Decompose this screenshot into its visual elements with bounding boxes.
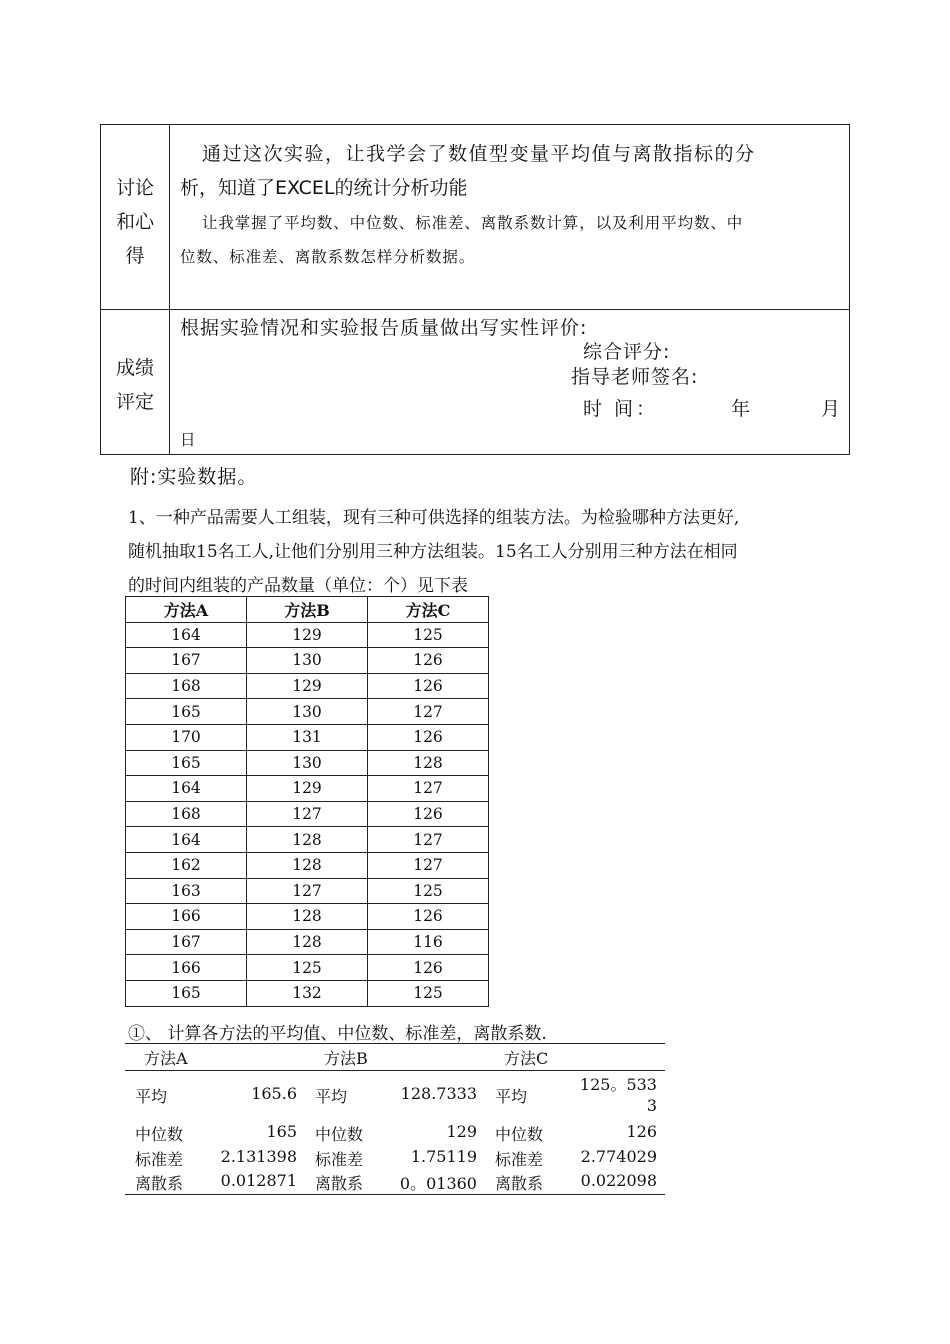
table-row [126, 827, 489, 853]
header-rule [125, 1070, 665, 1071]
table-row [126, 673, 489, 699]
stat-value: 125。533 [579, 1075, 657, 1094]
table-row [126, 699, 489, 725]
table-cell: 126 [368, 724, 489, 750]
stat-label: 中位数 [495, 1125, 544, 1144]
table-cell: 127 [368, 852, 489, 878]
table-cell: 167 [126, 929, 247, 955]
table-cell: 129 [247, 673, 368, 699]
discussion-label [101, 171, 169, 273]
table-cell: 125 [368, 980, 489, 1006]
table-cell: 128 [247, 904, 368, 930]
grading-instruction: 根据实验情况和实验报告质量做出写实性评价: [180, 317, 588, 339]
top-rule [125, 1043, 665, 1044]
label-line: 得 [125, 245, 145, 267]
table-cell: 126 [368, 904, 489, 930]
table-row [126, 776, 489, 802]
table-cell: 116 [368, 929, 489, 955]
table-cell: 165 [126, 699, 247, 725]
table-row [126, 648, 489, 674]
header-method-c: 方法C [368, 597, 489, 623]
discussion-text-line: 位数、标准差、离散系数怎样分析数据。 [180, 248, 476, 266]
stat-value: 128.7333 [400, 1084, 477, 1103]
table-row [126, 980, 489, 1006]
stat-value: 1.75119 [410, 1147, 477, 1166]
table-cell: 129 [247, 622, 368, 648]
header-method-b: 方法B [247, 597, 368, 623]
table-row [126, 622, 489, 648]
table-cell: 130 [247, 750, 368, 776]
table-cell: 130 [247, 648, 368, 674]
stat-value: 0.022098 [580, 1171, 657, 1190]
table-row [126, 955, 489, 981]
table-row [126, 852, 489, 878]
stat-label: 中位数 [135, 1125, 184, 1144]
stat-value: 0.012871 [220, 1171, 297, 1190]
table-row [126, 929, 489, 955]
table-row [126, 801, 489, 827]
stats-header-method-c: 方法C [504, 1049, 549, 1068]
bottom-rule [125, 1194, 665, 1195]
table-cell: 166 [126, 955, 247, 981]
table-cell: 163 [126, 878, 247, 904]
problem-text-line: 随机抽取15名工人,让他们分别用三种方法组装。15名工人分别用三种方法在相同 [128, 542, 738, 562]
table-cell: 167 [126, 648, 247, 674]
table-cell: 125 [368, 878, 489, 904]
table-cell: 126 [368, 955, 489, 981]
table-cell: 127 [368, 776, 489, 802]
stat-value: 126 [626, 1122, 657, 1141]
table-cell: 128 [247, 852, 368, 878]
table-cell: 127 [368, 827, 489, 853]
column-divider [169, 125, 170, 454]
table-row [126, 750, 489, 776]
table-cell: 166 [126, 904, 247, 930]
table-cell: 129 [247, 776, 368, 802]
label-line: 成绩 [115, 357, 154, 379]
table-cell: 132 [247, 980, 368, 1006]
table-cell: 165 [126, 750, 247, 776]
stat-value: 2.774029 [580, 1147, 657, 1166]
stat-value: 165.6 [251, 1084, 297, 1103]
table-cell: 126 [368, 673, 489, 699]
stat-label: 标准差 [135, 1150, 184, 1169]
table-row [126, 904, 489, 930]
assembly-data-table [125, 596, 489, 1007]
stat-label: 离散系 [315, 1174, 364, 1193]
table-cell: 164 [126, 827, 247, 853]
table-cell: 165 [126, 980, 247, 1006]
month-label: 月 [821, 398, 841, 420]
table-cell: 164 [126, 622, 247, 648]
stat-label: 离散系 [495, 1174, 544, 1193]
day-label: 日 [180, 431, 196, 449]
row-divider [101, 309, 849, 310]
stat-label: 标准差 [315, 1150, 364, 1169]
stat-value: 2.131398 [220, 1147, 297, 1166]
table-cell: 127 [247, 801, 368, 827]
label-line: 和心 [115, 211, 154, 233]
table-cell: 131 [247, 724, 368, 750]
grading-label [101, 351, 169, 419]
stats-header-method-b: 方法B [324, 1049, 368, 1068]
header-method-a: 方法A [126, 597, 247, 623]
table-cell: 128 [368, 750, 489, 776]
stat-label: 平均 [315, 1087, 348, 1106]
problem-text-line: 1、一种产品需要人工组装，现有三种可供选择的组装方法。为检验哪种方法更好, [128, 508, 740, 528]
discussion-text-line: 通过这次实验，让我学会了数值型变量平均值与离散指标的分 [202, 143, 756, 165]
stat-label: 标准差 [495, 1150, 544, 1169]
stat-label: 中位数 [315, 1125, 364, 1144]
stat-value: 0。01360 [399, 1174, 477, 1193]
table-cell: 164 [126, 776, 247, 802]
stat-value: 3 [646, 1096, 657, 1115]
question-text: ①、 计算各方法的平均值、中位数、标准差，离散系数. [128, 1024, 547, 1044]
table-cell: 126 [368, 801, 489, 827]
teacher-signature-label: 指导老师签名: [571, 366, 699, 388]
table-cell: 127 [368, 699, 489, 725]
table-cell: 162 [126, 852, 247, 878]
year-label: 年 [731, 398, 751, 420]
label-line: 讨论 [115, 177, 154, 199]
stat-value: 165 [266, 1122, 297, 1141]
stat-label: 离散系 [135, 1174, 184, 1193]
time-label: 时 间： [583, 398, 659, 420]
discussion-text-line: 让我掌握了平均数、中位数、标准差、离散系数计算，以及利用平均数、中 [202, 214, 744, 232]
table-cell: 126 [368, 648, 489, 674]
statistics-table [125, 1043, 665, 1195]
table-cell: 125 [368, 622, 489, 648]
evaluation-table [100, 124, 850, 455]
appendix-title: 附:实验数据。 [130, 466, 258, 488]
table-row [126, 878, 489, 904]
table-cell: 127 [247, 878, 368, 904]
table-cell: 170 [126, 724, 247, 750]
table-header-row [126, 597, 489, 623]
table-cell: 130 [247, 699, 368, 725]
table-cell: 168 [126, 673, 247, 699]
table-cell: 125 [247, 955, 368, 981]
table-cell: 168 [126, 801, 247, 827]
stat-label: 平均 [495, 1087, 528, 1106]
table-cell: 128 [247, 827, 368, 853]
discussion-text-line: 析，知道了EXCEL的统计分析功能 [180, 177, 468, 199]
overall-score-label: 综合评分: [583, 341, 671, 363]
stat-label: 平均 [135, 1087, 168, 1106]
label-line: 评定 [115, 391, 154, 413]
stat-value: 129 [446, 1122, 477, 1141]
stats-header-method-a: 方法A [144, 1049, 188, 1068]
table-row [126, 724, 489, 750]
table-cell: 128 [247, 929, 368, 955]
problem-text-line: 的时间内组装的产品数量（单位：个）见下表 [128, 576, 468, 596]
